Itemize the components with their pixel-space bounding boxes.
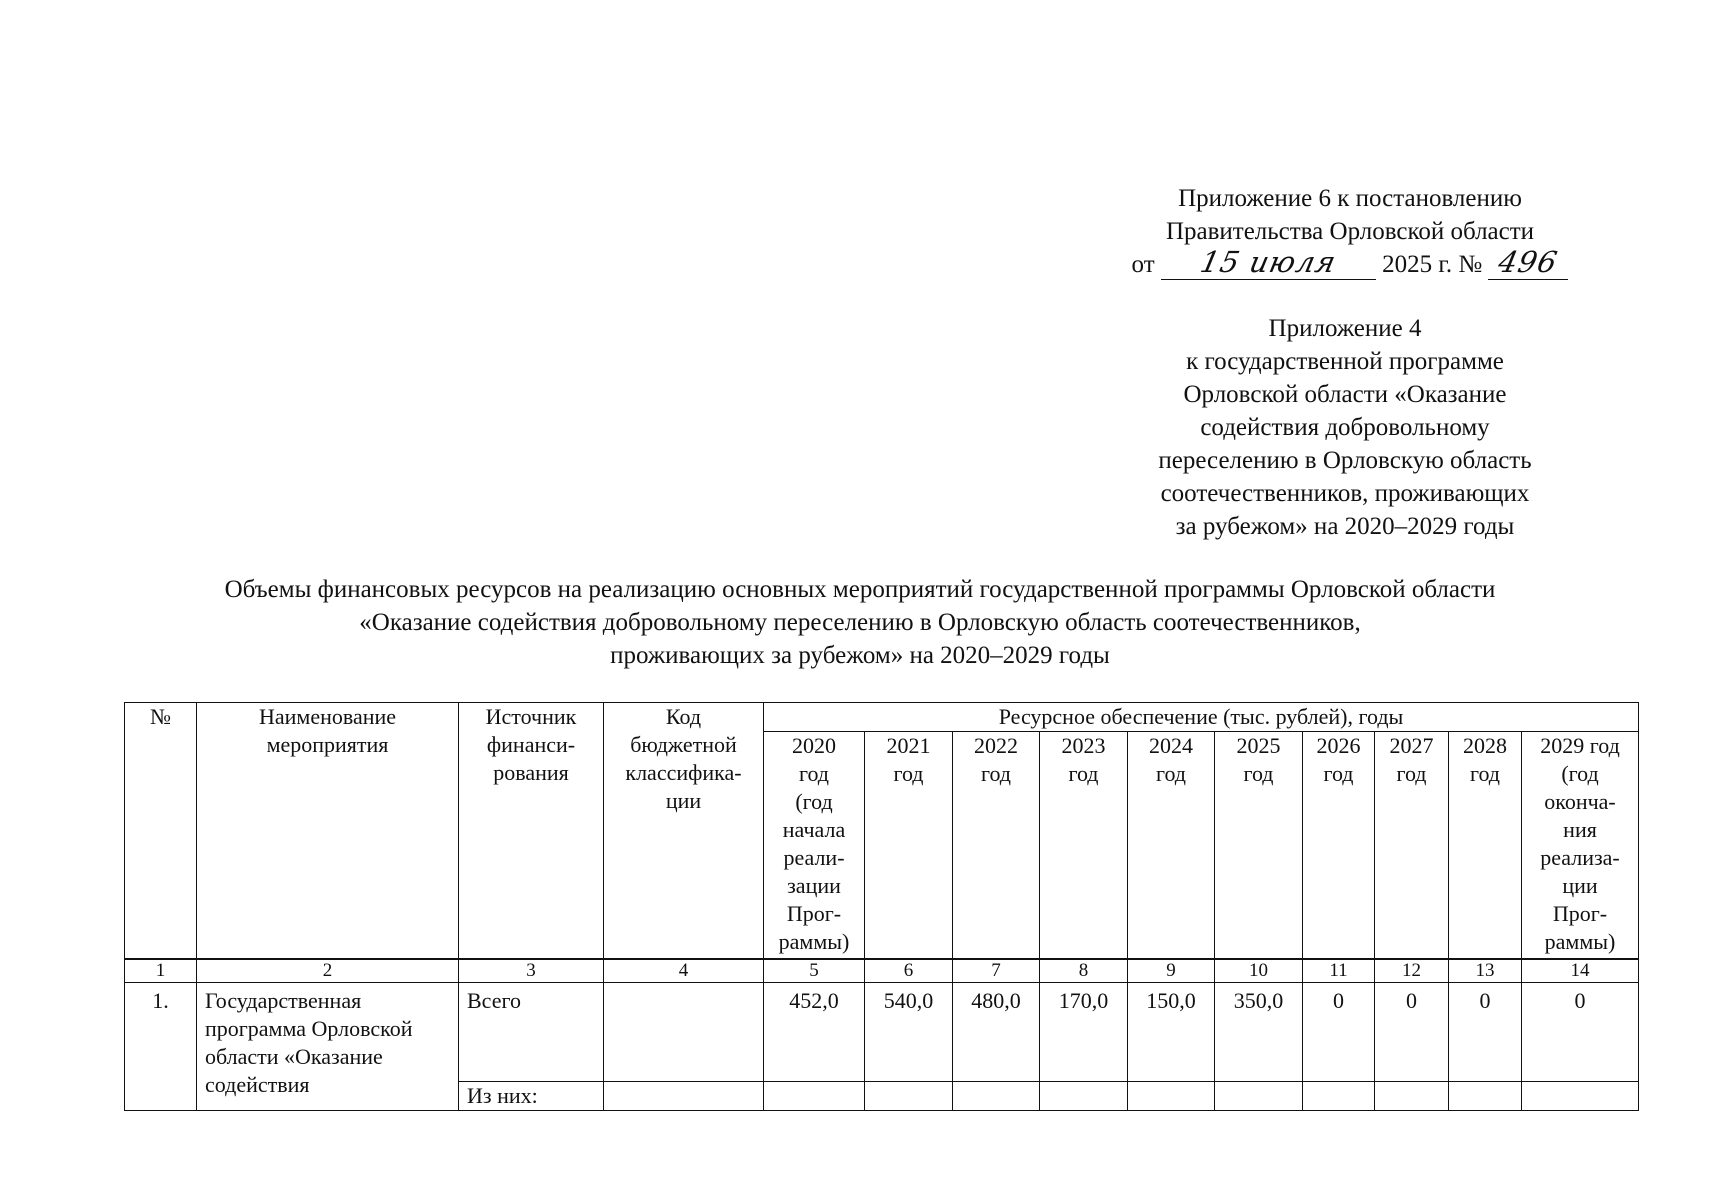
annex-line: Приложение 4 bbox=[1268, 315, 1422, 342]
empty-cell bbox=[1128, 1082, 1215, 1111]
row-value: 452,0 bbox=[764, 983, 865, 1082]
row-value: 170,0 bbox=[1040, 983, 1128, 1082]
header-year: 2022 год bbox=[953, 732, 1040, 959]
header-source: Источник финанси- рования bbox=[459, 703, 604, 959]
row-value: 480,0 bbox=[953, 983, 1040, 1082]
approval-line-1: Приложение 6 к постановлению bbox=[1178, 185, 1522, 212]
approval-date-line bbox=[1090, 245, 1610, 281]
table-title-line: «Оказание содействия добровольному переселению в Орловскую область соотечественников, bbox=[359, 609, 1361, 636]
row-value: 0 bbox=[1303, 983, 1375, 1082]
annex-block bbox=[1120, 312, 1570, 543]
annex-line: соотечественников, проживающих bbox=[1160, 480, 1530, 507]
header-year: 2025 год bbox=[1215, 732, 1303, 959]
column-number: 11 bbox=[1303, 960, 1375, 983]
empty-cell bbox=[865, 1082, 953, 1111]
annex-line: за рубежом» на 2020–2029 годы bbox=[1175, 513, 1515, 540]
row-number: 1. bbox=[125, 983, 197, 1111]
header-year: 2023 год bbox=[1040, 732, 1128, 959]
row-value: 540,0 bbox=[865, 983, 953, 1082]
approval-block bbox=[1090, 182, 1610, 281]
row-value: 350,0 bbox=[1215, 983, 1303, 1082]
column-number: 10 bbox=[1215, 960, 1303, 983]
handwritten-date: 15 июля bbox=[1197, 245, 1340, 279]
header-year: 2026 год bbox=[1303, 732, 1375, 959]
column-number: 9 bbox=[1128, 960, 1215, 983]
number-field bbox=[1488, 245, 1568, 280]
table-title-line: Объемы финансовых ресурсов на реализацию основных мероприятий государственной программы Орловской области bbox=[224, 576, 1496, 603]
table-header bbox=[124, 702, 1639, 959]
year-number-label: 2025 г. № bbox=[1382, 251, 1483, 278]
from-label: от bbox=[1131, 251, 1155, 278]
table-title-line: проживающих за рубежом» на 2020–2029 годы bbox=[610, 642, 1110, 669]
empty-cell bbox=[1215, 1082, 1303, 1111]
column-number: 1 bbox=[125, 960, 197, 983]
annex-line: к государственной программе bbox=[1186, 348, 1504, 375]
row-name: Государственная программа Орловской области «Оказание содействия bbox=[197, 983, 459, 1111]
annex-line: переселению в Орловскую область bbox=[1158, 447, 1532, 474]
row-code bbox=[604, 983, 764, 1082]
header-year: 2029 год (год оконча- ния реализа- ции Прог- раммы) bbox=[1522, 732, 1639, 959]
sub-row-source: Из них: bbox=[459, 1082, 604, 1111]
empty-cell bbox=[1303, 1082, 1375, 1111]
header-code: Код бюджетной классифика- ции bbox=[604, 703, 764, 959]
annex-line: Орловской области «Оказание bbox=[1183, 381, 1507, 408]
column-number: 12 bbox=[1375, 960, 1449, 983]
row-source: Всего bbox=[459, 983, 604, 1082]
column-number: 2 bbox=[197, 960, 459, 983]
header-year: 2027 год bbox=[1375, 732, 1449, 959]
column-number: 7 bbox=[953, 960, 1040, 983]
column-number: 13 bbox=[1449, 960, 1522, 983]
header-no: № bbox=[125, 703, 197, 959]
header-resources: Ресурсное обеспечение (тыс. рублей), годы bbox=[764, 703, 1639, 732]
header-year: 2021 год bbox=[865, 732, 953, 959]
column-number: 4 bbox=[604, 960, 764, 983]
header-year: 2020 год (год начала реали- зации Прог- раммы) bbox=[764, 732, 865, 959]
header-year: 2024 год bbox=[1128, 732, 1215, 959]
empty-cell bbox=[604, 1082, 764, 1111]
empty-cell bbox=[1449, 1082, 1522, 1111]
row-value: 150,0 bbox=[1128, 983, 1215, 1082]
date-field bbox=[1161, 245, 1376, 280]
column-number: 14 bbox=[1522, 960, 1639, 983]
row-value: 0 bbox=[1449, 983, 1522, 1082]
table-row bbox=[125, 983, 1639, 1082]
approval-line-2: Правительства Орловской области bbox=[1165, 218, 1535, 245]
row-value: 0 bbox=[1522, 983, 1639, 1082]
column-number: 5 bbox=[764, 960, 865, 983]
column-number: 6 bbox=[865, 960, 953, 983]
header-name: Наименование мероприятия bbox=[197, 703, 459, 959]
row-value: 0 bbox=[1375, 983, 1449, 1082]
empty-cell bbox=[1040, 1082, 1128, 1111]
column-number: 3 bbox=[459, 960, 604, 983]
empty-cell bbox=[1522, 1082, 1639, 1111]
handwritten-number: 496 bbox=[1495, 245, 1562, 279]
empty-cell bbox=[953, 1082, 1040, 1111]
column-number-row bbox=[125, 960, 1639, 983]
empty-cell bbox=[1375, 1082, 1449, 1111]
empty-cell bbox=[764, 1082, 865, 1111]
table-body bbox=[124, 959, 1639, 1111]
annex-line: содействия добровольному bbox=[1200, 414, 1490, 441]
table-title bbox=[90, 573, 1630, 672]
header-year: 2028 год bbox=[1449, 732, 1522, 959]
column-number: 8 bbox=[1040, 960, 1128, 983]
